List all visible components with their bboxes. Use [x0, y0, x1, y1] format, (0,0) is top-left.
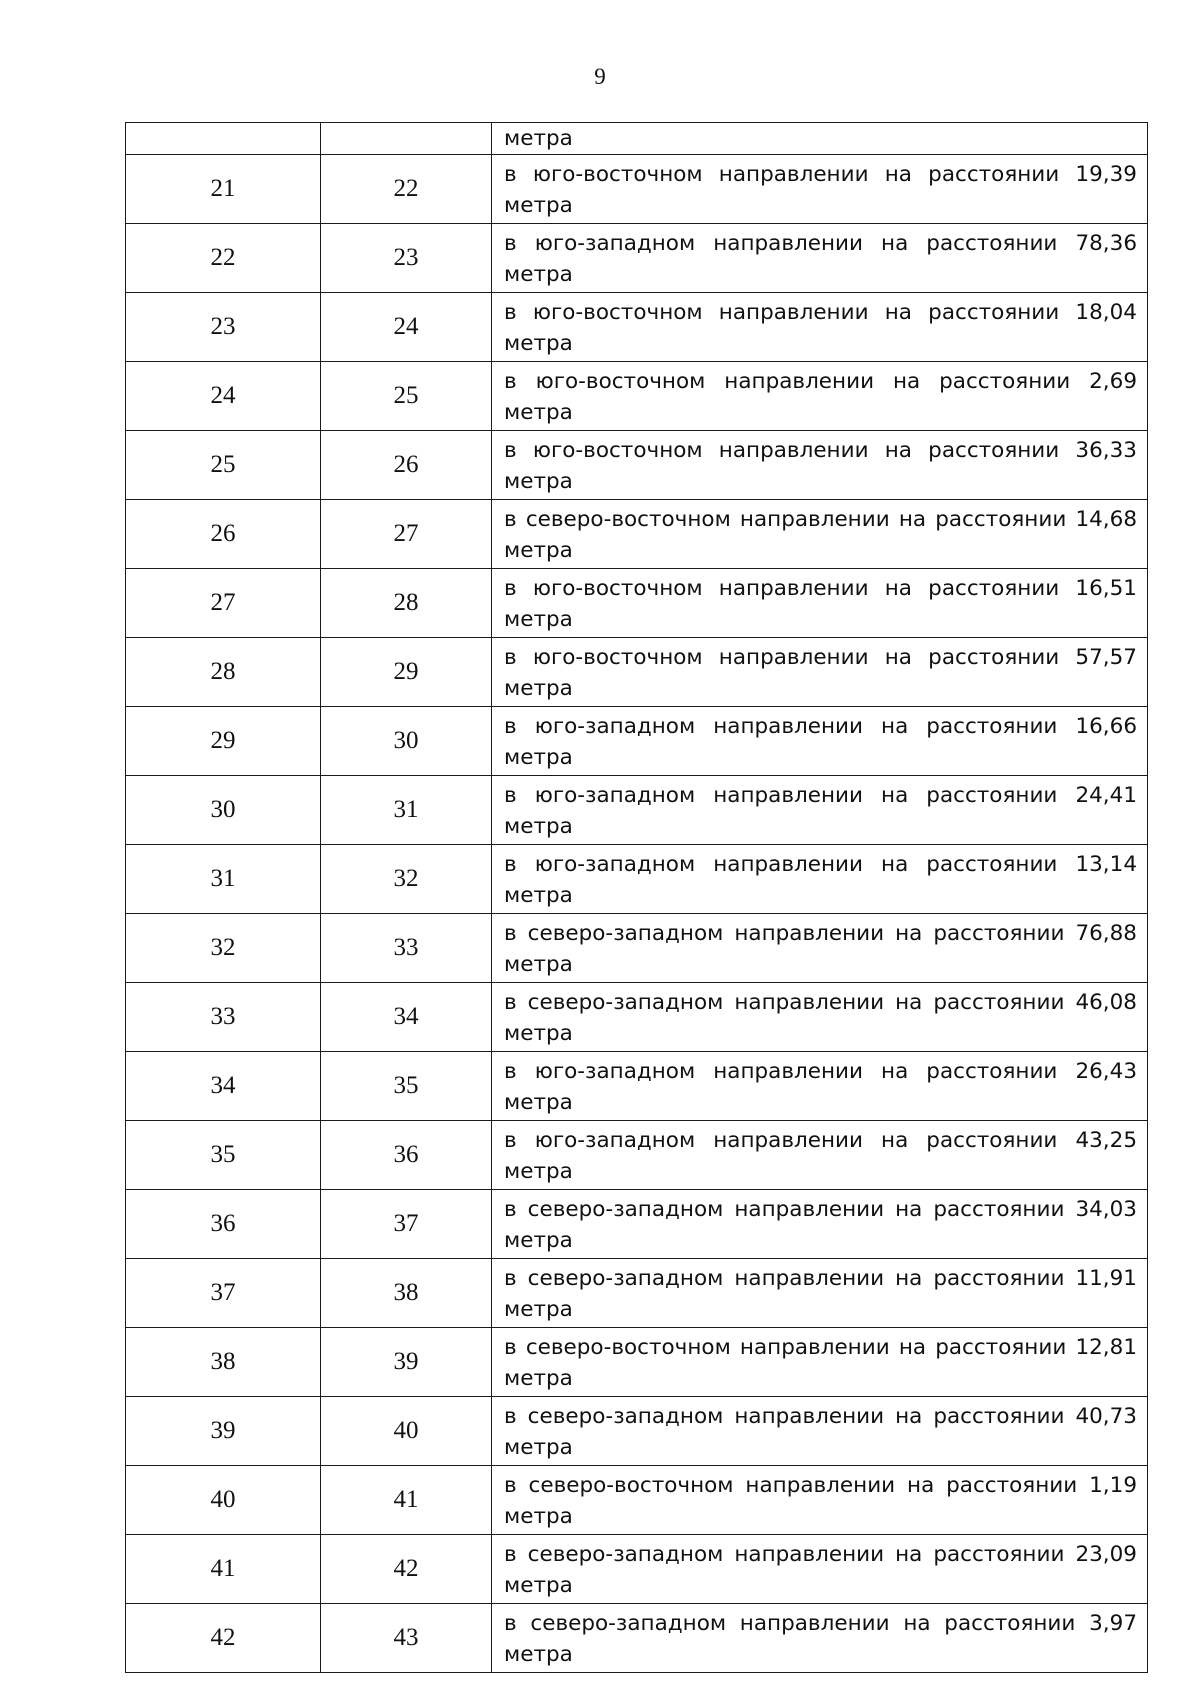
- table-row: [126, 914, 1148, 983]
- direction-description-cell: [492, 1535, 1148, 1604]
- distance-unit-text: метра: [504, 1504, 573, 1529]
- point-from-cell: 37: [126, 1259, 321, 1328]
- direction-description-cell: [492, 224, 1148, 293]
- direction-text: в северо-западном направлении на расстоянии 40,73: [504, 1404, 1137, 1429]
- direction-text: в юго-западном направлении на расстоянии 16,66: [504, 714, 1137, 739]
- point-to-cell: 22: [321, 155, 492, 224]
- point-from-cell: 39: [126, 1397, 321, 1466]
- point-from-cell: 25: [126, 431, 321, 500]
- point-to-cell: 27: [321, 500, 492, 569]
- point-to-cell: 30: [321, 707, 492, 776]
- distance-unit-text: метра: [504, 400, 573, 425]
- page-number: 9: [594, 64, 606, 89]
- point-from-cell: 40: [126, 1466, 321, 1535]
- point-to-cell: 26: [321, 431, 492, 500]
- point-to-cell: 23: [321, 224, 492, 293]
- point-from-cell: 35: [126, 1121, 321, 1190]
- distance-unit-text: метра: [504, 1366, 573, 1391]
- distance-unit-text: метра: [504, 1021, 573, 1046]
- table-row: [126, 1259, 1148, 1328]
- point-from-cell: 27: [126, 569, 321, 638]
- point-from-cell: 29: [126, 707, 321, 776]
- point-from-cell: 42: [126, 1604, 321, 1673]
- point-from-cell: 23: [126, 293, 321, 362]
- point-to-cell: 25: [321, 362, 492, 431]
- point-from-cell: 32: [126, 914, 321, 983]
- direction-description-cell: [492, 362, 1148, 431]
- direction-text: в юго-восточном направлении на расстоянии 36,33: [504, 438, 1137, 463]
- distance-unit-text: метра: [504, 262, 573, 287]
- direction-text: в юго-западном направлении на расстоянии 24,41: [504, 783, 1137, 808]
- distance-unit-text: метра: [504, 1573, 573, 1598]
- table-row: [126, 707, 1148, 776]
- table-row: [126, 1397, 1148, 1466]
- point-to-cell: 42: [321, 1535, 492, 1604]
- direction-description-cell: [492, 1121, 1148, 1190]
- direction-description-cell: [492, 638, 1148, 707]
- table-row: [126, 224, 1148, 293]
- direction-description-cell: [492, 1052, 1148, 1121]
- distance-unit-text: метра: [504, 676, 573, 701]
- direction-text: в юго-восточном направлении на расстоянии 18,04: [504, 300, 1137, 325]
- point-from-cell: 30: [126, 776, 321, 845]
- direction-description-cell: [492, 707, 1148, 776]
- table-row: [126, 638, 1148, 707]
- point-from-cell: 38: [126, 1328, 321, 1397]
- point-to-cell: 40: [321, 1397, 492, 1466]
- direction-description-cell: [492, 1466, 1148, 1535]
- point-to-cell: 38: [321, 1259, 492, 1328]
- table-row: [126, 1121, 1148, 1190]
- point-from-cell: 22: [126, 224, 321, 293]
- direction-text: в северо-западном направлении на расстоянии 34,03: [504, 1197, 1137, 1222]
- direction-text: в северо-западном направлении на расстоянии 11,91: [504, 1266, 1137, 1291]
- table-row: [126, 500, 1148, 569]
- table-row: [126, 1328, 1148, 1397]
- continuation-description-cell: [492, 123, 1148, 155]
- distance-unit-text: метра: [504, 745, 573, 770]
- point-to-cell: 28: [321, 569, 492, 638]
- distance-unit-text: метра: [504, 1297, 573, 1322]
- table-row: [126, 983, 1148, 1052]
- distance-unit-text: метра: [504, 1090, 573, 1115]
- table-row: [126, 569, 1148, 638]
- direction-description-cell: [492, 500, 1148, 569]
- direction-text: в юго-восточном направлении на расстоянии 19,39: [504, 162, 1137, 187]
- direction-text: в северо-западном направлении на расстоянии 46,08: [504, 990, 1137, 1015]
- point-to-cell: 35: [321, 1052, 492, 1121]
- table-body: [126, 123, 1148, 1673]
- point-to-cell: 43: [321, 1604, 492, 1673]
- direction-text: в юго-восточном направлении на расстоянии 16,51: [504, 576, 1137, 601]
- direction-description-cell: [492, 1328, 1148, 1397]
- table-row: [126, 845, 1148, 914]
- table-row: [126, 431, 1148, 500]
- point-from-cell: 24: [126, 362, 321, 431]
- distance-unit-text: метра: [504, 952, 573, 977]
- point-to-cell: 34: [321, 983, 492, 1052]
- direction-text: в северо-восточном направлении на расстоянии 1,19: [504, 1473, 1137, 1498]
- continuation-text: метра: [504, 126, 573, 151]
- direction-description-cell: [492, 569, 1148, 638]
- direction-description-cell: [492, 1259, 1148, 1328]
- table-row: [126, 776, 1148, 845]
- distance-unit-text: метра: [504, 883, 573, 908]
- direction-description-cell: [492, 293, 1148, 362]
- point-from-cell: 26: [126, 500, 321, 569]
- direction-description-cell: [492, 776, 1148, 845]
- table-row: [126, 1052, 1148, 1121]
- point-to-cell: 39: [321, 1328, 492, 1397]
- distance-unit-text: метра: [504, 1642, 573, 1667]
- continuation-row: [126, 123, 1148, 155]
- direction-description-cell: [492, 914, 1148, 983]
- distance-unit-text: метра: [504, 538, 573, 563]
- point-to-cell: 33: [321, 914, 492, 983]
- table-row: [126, 1466, 1148, 1535]
- point-from-cell: 31: [126, 845, 321, 914]
- distance-unit-text: метра: [504, 1228, 573, 1253]
- distance-unit-text: метра: [504, 1159, 573, 1184]
- direction-text: в юго-западном направлении на расстоянии 26,43: [504, 1059, 1137, 1084]
- distance-unit-text: метра: [504, 814, 573, 839]
- point-to-cell: 41: [321, 1466, 492, 1535]
- direction-text: в северо-восточном направлении на расстоянии 12,81: [504, 1335, 1137, 1360]
- distance-unit-text: метра: [504, 469, 573, 494]
- table-row: [126, 1604, 1148, 1673]
- point-to-cell: 31: [321, 776, 492, 845]
- direction-text: в юго-восточном направлении на расстоянии 57,57: [504, 645, 1137, 670]
- direction-text: в юго-западном направлении на расстоянии 78,36: [504, 231, 1137, 256]
- direction-description-cell: [492, 431, 1148, 500]
- table-row: [126, 1535, 1148, 1604]
- distance-unit-text: метра: [504, 1435, 573, 1460]
- table-row: [126, 293, 1148, 362]
- table-row: [126, 1190, 1148, 1259]
- point-to-cell: 32: [321, 845, 492, 914]
- point-from-cell: 36: [126, 1190, 321, 1259]
- table-row: [126, 155, 1148, 224]
- continuation-from-cell: [126, 123, 321, 155]
- direction-description-cell: [492, 155, 1148, 224]
- point-to-cell: 36: [321, 1121, 492, 1190]
- direction-text: в северо-западном направлении на расстоянии 3,97: [504, 1611, 1137, 1636]
- direction-description-cell: [492, 845, 1148, 914]
- distance-unit-text: метра: [504, 331, 573, 356]
- point-to-cell: 37: [321, 1190, 492, 1259]
- direction-text: в юго-западном направлении на расстоянии 13,14: [504, 852, 1137, 877]
- point-to-cell: 29: [321, 638, 492, 707]
- direction-text: в северо-восточном направлении на расстоянии 14,68: [504, 507, 1137, 532]
- direction-text: в юго-западном направлении на расстоянии 43,25: [504, 1128, 1137, 1153]
- direction-description-cell: [492, 1397, 1148, 1466]
- point-from-cell: 33: [126, 983, 321, 1052]
- point-from-cell: 34: [126, 1052, 321, 1121]
- boundary-description-table: [125, 122, 1148, 1673]
- point-to-cell: 24: [321, 293, 492, 362]
- point-from-cell: 21: [126, 155, 321, 224]
- direction-description-cell: [492, 1604, 1148, 1673]
- direction-text: в северо-западном направлении на расстоянии 76,88: [504, 921, 1137, 946]
- distance-unit-text: метра: [504, 193, 573, 218]
- point-from-cell: 28: [126, 638, 321, 707]
- continuation-to-cell: [321, 123, 492, 155]
- direction-description-cell: [492, 983, 1148, 1052]
- point-from-cell: 41: [126, 1535, 321, 1604]
- table-row: [126, 362, 1148, 431]
- direction-text: в юго-восточном направлении на расстоянии 2,69: [504, 369, 1137, 394]
- direction-description-cell: [492, 1190, 1148, 1259]
- distance-unit-text: метра: [504, 607, 573, 632]
- direction-text: в северо-западном направлении на расстоянии 23,09: [504, 1542, 1137, 1567]
